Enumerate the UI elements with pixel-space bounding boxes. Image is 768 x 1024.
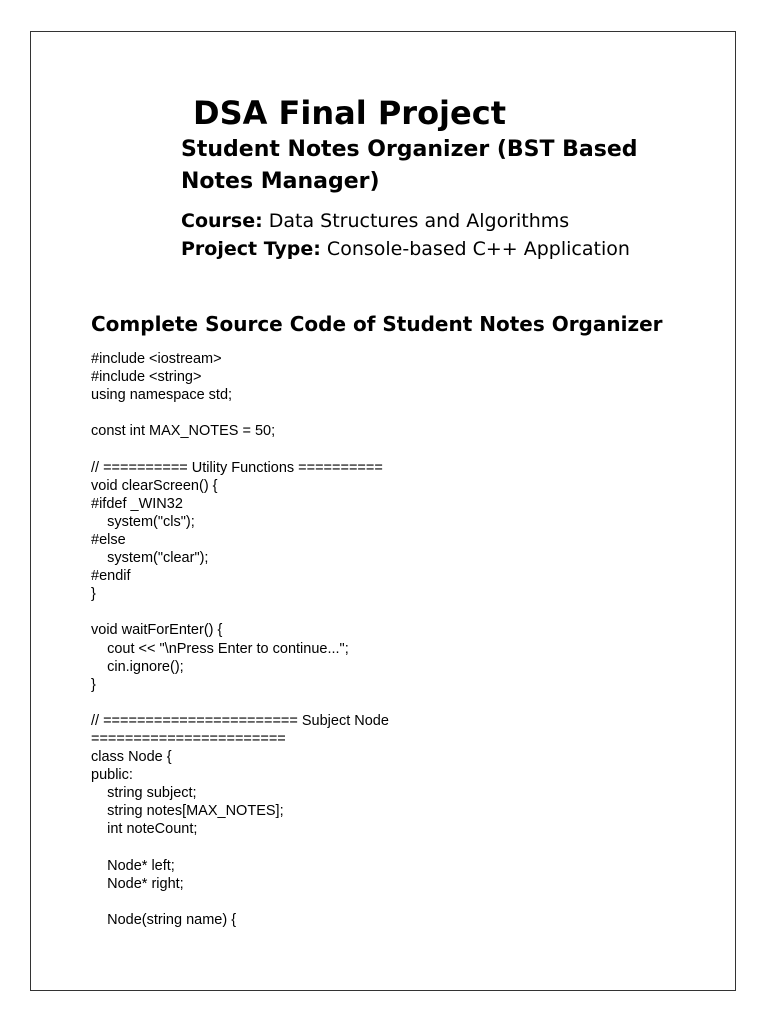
document-page	[30, 31, 736, 991]
code-line	[91, 440, 711, 458]
code-line: const int MAX_NOTES = 50;	[91, 423, 276, 440]
code-line: int noteCount;	[91, 821, 198, 838]
course-label: Course:	[181, 210, 263, 232]
code-line: #include <iostream>	[91, 351, 222, 367]
code-line	[91, 893, 711, 911]
code-line: #else	[91, 531, 126, 548]
code-line: void waitForEnter() {	[91, 622, 223, 639]
code-line	[91, 404, 711, 422]
code-line: system("clear");	[91, 550, 209, 567]
code-line: Node* left;	[91, 857, 175, 874]
code-line: #ifdef _WIN32	[91, 495, 183, 512]
code-line: using namespace std;	[91, 387, 233, 404]
code-line: public:	[91, 767, 133, 784]
code-line: string notes[MAX_NOTES];	[91, 803, 284, 820]
code-line: #endif	[91, 568, 131, 585]
code-line: class Node {	[91, 749, 172, 766]
code-line: Node(string name) {	[91, 911, 237, 928]
project-type-label: Project Type:	[181, 238, 321, 260]
code-line: // ======================= Subject Node	[91, 712, 389, 729]
document-title: DSA Final Project	[193, 94, 506, 132]
code-line: string subject;	[91, 785, 197, 802]
code-line: }	[91, 586, 96, 603]
code-line: cout << "\nPress Enter to continue...";	[91, 640, 349, 657]
document-subtitle: Student Notes Organizer (BST Based Notes Manager)	[181, 137, 638, 194]
course-value: Data Structures and Algorithms	[262, 210, 570, 232]
code-line: void clearScreen() {	[91, 477, 218, 494]
project-type-line	[181, 235, 721, 263]
project-type-value: Console-based C++ Application	[320, 238, 630, 260]
section-heading: Complete Source Code of Student Notes Organizer	[91, 312, 663, 336]
code-line: // ========== Utility Functions ==========	[91, 459, 383, 476]
code-line: #include <string>	[91, 369, 202, 386]
code-line: system("cls");	[91, 513, 195, 530]
source-code-block	[91, 350, 711, 929]
code-line: cin.ignore();	[91, 658, 184, 675]
code-line: =======================	[91, 730, 286, 747]
code-line: }	[91, 676, 96, 693]
course-line	[181, 207, 721, 235]
code-line	[91, 694, 711, 712]
code-line	[91, 839, 711, 857]
code-line	[91, 603, 711, 621]
code-line: Node* right;	[91, 875, 184, 892]
